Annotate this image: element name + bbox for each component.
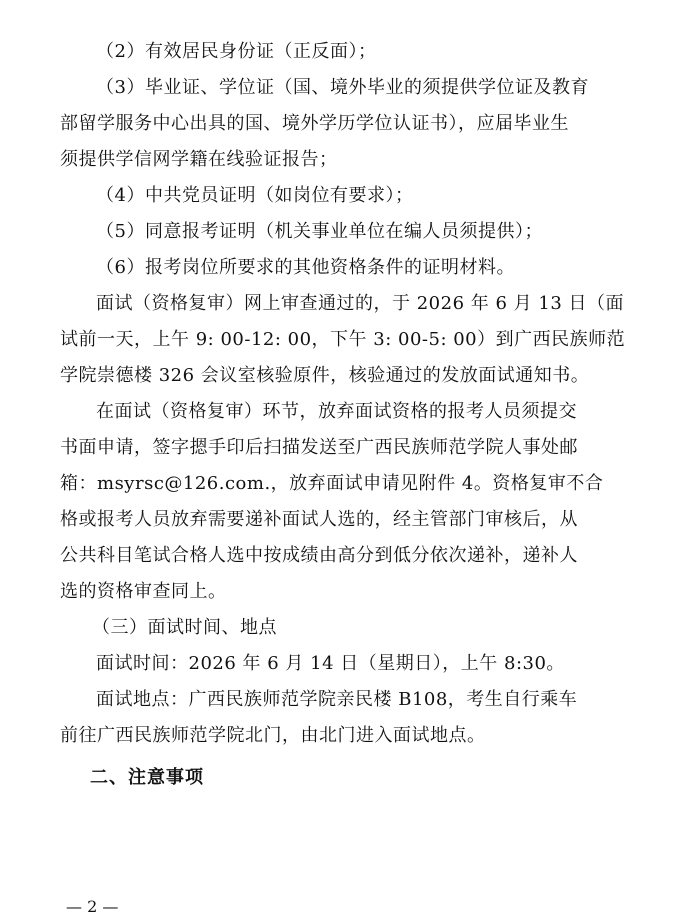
paragraph-review-line2: 试前一天，上午 9: 00-12: 00，下午 3: 00-5: 00）到广西民族师范 — [60, 329, 626, 350]
paragraph-review-line1: 面试（资格复审）网上审查通过的，于 2026 年 6 月 13 日（面 — [96, 293, 624, 314]
item-5-consent: （5）同意报考证明（机关事业单位在编人员须提供）； — [96, 221, 543, 242]
item-3-diploma-line2: 部留学服务中心出具的国、境外学历学位认证书），应届毕业生 — [60, 113, 569, 134]
paragraph-forfeit-line6: 选的资格审查同上。 — [60, 581, 227, 602]
paragraph-forfeit-line2: 书面申请，签字摁手印后扫描发送至广西民族师范学院人事处邮 — [60, 437, 578, 458]
section-heading-time-place: （三）面试时间、地点 — [92, 617, 277, 638]
interview-time: 面试时间：2026 年 6 月 14 日（星期日），上午 8:30。 — [96, 653, 565, 674]
item-2-id-card: （2）有效居民身份证（正反面）； — [96, 41, 377, 62]
page-number: — 2 — — [66, 897, 119, 916]
item-4-party-member: （4）中共党员证明（如岗位有要求）； — [96, 185, 414, 206]
paragraph-forfeit-line1: 在面试（资格复审）环节，放弃面试资格的报考人员须提交 — [96, 401, 577, 422]
interview-place-line2: 前往广西民族师范学院北门，由北门进入面试地点。 — [60, 725, 486, 746]
section-heading-notes: 二、注意事项 — [90, 767, 204, 788]
item-3-diploma-line1: （3）毕业证、学位证（国、境外毕业的须提供学位证及教育 — [96, 77, 589, 98]
interview-place-line1: 面试地点：广西民族师范学院亲民楼 B108，考生自行乘车 — [96, 689, 578, 710]
item-3-diploma-line3: 须提供学信网学籍在线验证报告； — [60, 149, 338, 170]
paragraph-forfeit-line3: 箱：msyrsc@126.com.，放弃面试申请见附件 4。资格复审不合 — [60, 473, 604, 494]
paragraph-review-line3: 学院崇德楼 326 会议室核验原件，核验通过的发放面试通知书。 — [60, 365, 590, 386]
item-6-other-materials: （6）报考岗位所要求的其他资格条件的证明材料。 — [96, 257, 515, 278]
paragraph-forfeit-line5: 公共科目笔试合格人选中按成绩由高分到低分依次递补，递补人 — [60, 545, 578, 566]
paragraph-forfeit-line4: 格或报考人员放弃需要递补面试人选的，经主管部门审核后，从 — [60, 509, 578, 530]
